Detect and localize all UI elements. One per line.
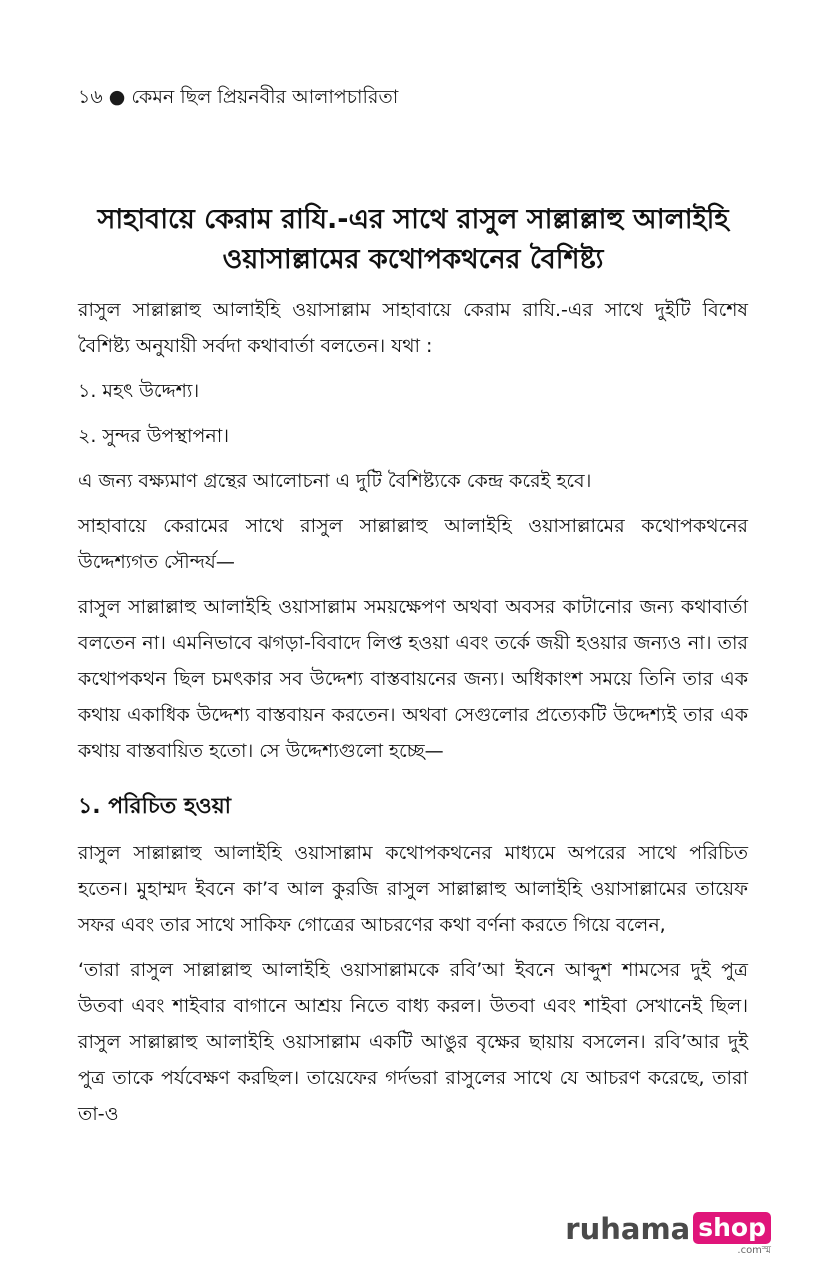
body-text — [78, 292, 748, 1141]
purpose-paragraph: রাসুল সাল্লাল্লাহু আলাইহি ওয়াসাল্লাম সময়ক্ষেপণ অথবা অবসর কাটানোর জন্য কথাবার্তা বলতেন না। এমনিভাবে ঝগড়া-বিবাদে লিপ্ত হওয়া এবং তর্কে জয়ী হওয়ার জন্যও না। তার কথোপকথন ছিল চমৎকার সব উদ্দেশ্য বাস্তবায়নের জন্য। অধিকাংশ সময়ে তিনি তার এক কথায় একাধিক উদ্দেশ্য বাস্তবায়ন করতেন। অথবা সেগুলোর প্রত্যেকটি উদ্দেশ্যই তার এক কথায় বাস্তবায়িত হতো। সে উদ্দেশ্যগুলো হচ্ছে— — [78, 596, 748, 762]
logo-domain-text: .comস্ম — [737, 1245, 771, 1256]
logo-accent-box — [693, 1212, 771, 1257]
running-head: ১৬ ● কেমন ছিল প্রিয়নবীর আলাপচারিতা — [78, 86, 399, 108]
logo-main-text: ruhama — [565, 1212, 691, 1246]
chapter-title — [78, 200, 748, 280]
list-item-1: ১. মহৎ উদ্দেশ্য। — [78, 380, 200, 402]
logo-accent-text: shop — [693, 1212, 771, 1244]
discussion-paragraph: এ জন্য বক্ষ্যমাণ গ্রন্থের আলোচনা এ দুটি বৈশিষ্ট্যকে কেন্দ্র করেই হবে। — [78, 470, 592, 492]
list-item-2: ২. সুন্দর উপস্থাপনা। — [78, 425, 230, 447]
ruhamashop-watermark-logo — [565, 1212, 771, 1257]
section-paragraph-2: ‘তারা রাসুল সাল্লাল্লাহু আলাইহি ওয়াসাল্লামকে রবি’আ ইবনে আব্দুশ শামসের দুই পুত্র উতবা এবং শাইবার বাগানে আশ্রয় নিতে বাধ্য করল। উতবা এবং শাইবা সেখানেই ছিল। রাসুল সাল্লাল্লাহু আলাইহি ওয়াসাল্লাম একটি আঙুর বৃক্ষের ছায়ায় বসলেন। রবি’আর দুই পুত্র তাকে পর্যবেক্ষণ করছিল। তায়েফের গর্দভরা রাসুলের সাথে যে আচরণ করেছে, তারা তা-ও — [78, 959, 748, 1125]
intro-paragraph: রাসুল সাল্লাল্লাহু আলাইহি ওয়াসাল্লাম সাহাবায়ে কেরাম রাযি.-এর সাথে দুইটি বিশেষ বৈশিষ্ট্য অনুযায়ী সর্বদা কথাবার্তা বলতেন। যথা : — [78, 299, 748, 357]
chapter-title-line-1: সাহাবায়ে কেরাম রাযি.-এর সাথে রাসুল সাল্লাল্লাহু আলাইহি — [97, 204, 729, 235]
subtitle-paragraph: সাহাবায়ে কেরামের সাথে রাসুল সাল্লাল্লাহু আলাইহি ওয়াসাল্লামের কথোপকথনের উদ্দেশ্যগত সৌন্দর্য— — [78, 515, 748, 573]
chapter-title-line-2: ওয়াসাল্লামের কথোপকথনের বৈশিষ্ট্য — [222, 244, 604, 275]
section-paragraph-1: রাসুল সাল্লাল্লাহু আলাইহি ওয়াসাল্লাম কথোপকথনের মাধ্যমে অপরের সাথে পরিচিত হতেন। মুহাম্মদ ইবনে কা’ব আল কুরজি রাসুল সাল্লাল্লাহু আলাইহি ওয়াসাল্লামের তায়েফ সফর এবং তার সাথে সাকিফ গোত্রের আচরণের কথা বর্ণনা করতে গিয়ে বলেন, — [78, 842, 748, 936]
section-heading: ১. পরিচিত হওয়া — [78, 794, 232, 819]
